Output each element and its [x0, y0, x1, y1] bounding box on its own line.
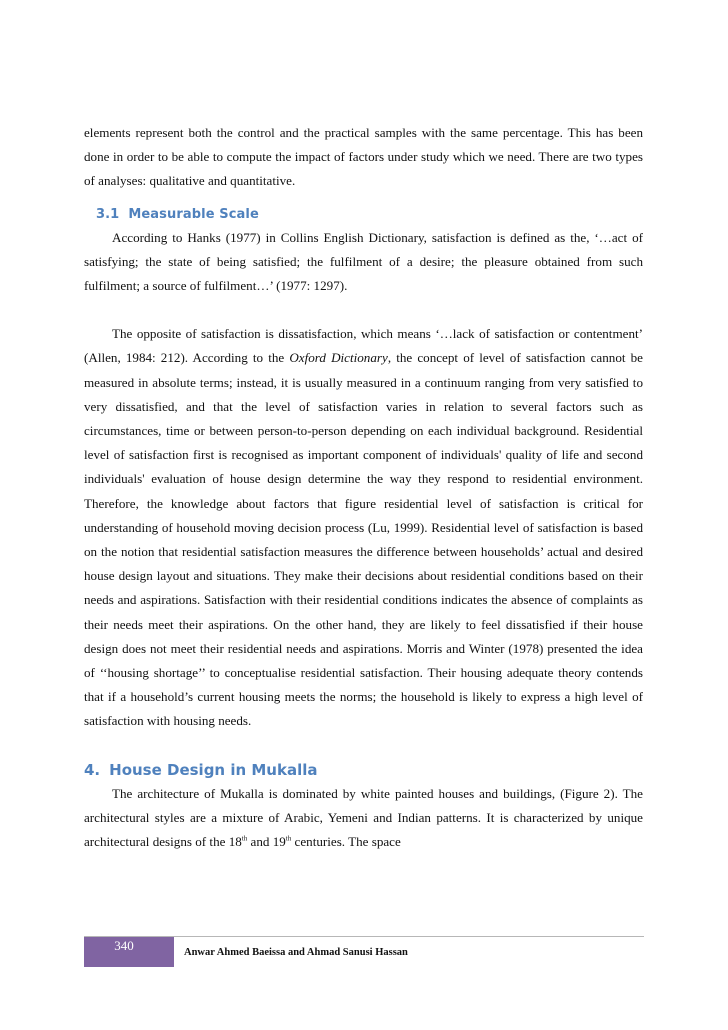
paragraph-definition: According to Hanks (1977) in Collins English Dictionary, satisfaction is defined as the, ‘…act of satisfying; the state of being satisfied; the fulfilment of a desire; the pleasure obtained from such fulfilment; a source of fulfilment…’ (1977: 1297).: [84, 229, 643, 294]
paragraph-architecture: [84, 782, 643, 855]
paragraph-dissatisfaction: [84, 322, 643, 733]
page-number: 340: [114, 938, 134, 953]
section-number: 3.1: [96, 206, 120, 222]
text-run: and 19: [247, 834, 286, 850]
section-title: House Design in Mukalla: [109, 760, 318, 779]
text-run: centuries. The space: [291, 834, 401, 850]
paragraph-gap: [84, 298, 643, 322]
italic-citation: Oxford Dictionary: [289, 350, 388, 366]
superscript: th: [241, 834, 248, 843]
footer-authors: Anwar Ahmed Baeissa and Ahmad Sanusi Hassan: [184, 947, 408, 958]
section-heading-4: [84, 758, 643, 782]
section-number: 4.: [84, 760, 101, 779]
text-run: The opposite of satisfaction is dissatisfaction, which means ‘…lack of satisfaction or contentment’ (Allen, 1984: 212). According to the: [84, 326, 643, 366]
page-body: [84, 121, 643, 854]
superscript: th: [285, 834, 292, 843]
text-run: , the concept of level of satisfaction cannot be measured in absolute terms; instead, it is usually measured in a continuum ranging from very satisfied to very dissatisfied, and that the level of satisfaction varies in relation to several factors such as circumstances, time or between person-to-person depending on each individual background. Residential level of satisfaction first is recognised as important component of individuals' quality of life and second individuals' evaluation of house design determine the way they respond to residential environment. Therefore, the knowledge about factors that figure residential level of satisfaction is critical for understanding of household moving decision process (Lu, 1999). Residential level of satisfaction is based on the notion that residential satisfaction measures the difference between households’ actual and desired house design layout and situations. They make their decisions about residential conditions based on their needs and aspirations. Satisfaction with their residential conditions indicates the absence of complaints as their needs meet their aspirations. On the other hand, they are likely to feel dissatisfied if their house design does not meet their residential needs and aspirations. Morris and Winter (1978) presented the idea of ‘‘housing shortage’’ to conceptualise residential satisfaction. Their housing adequate theory contends that if a household’s current housing meets the norms; the household is likely to express a high level of satisfaction with housing needs.: [84, 350, 643, 729]
section-heading-3-1: [96, 204, 643, 226]
section-title: Measurable Scale: [128, 206, 259, 222]
paragraph-intro: elements represent both the control and the practical samples with the same percentage. This has been done in order to be able to compute the impact of factors under study which we need. There are two types of analyses: qualitative and quantitative.: [84, 125, 643, 189]
paragraph-gap: [84, 734, 643, 758]
text-run: The architecture of Mukalla is dominated by white painted houses and buildings, (Figure 2). The architectural styles are a mixture of Arabic, Yemeni and Indian patterns. It is characterized by unique architectural designs of the 18: [84, 785, 643, 850]
